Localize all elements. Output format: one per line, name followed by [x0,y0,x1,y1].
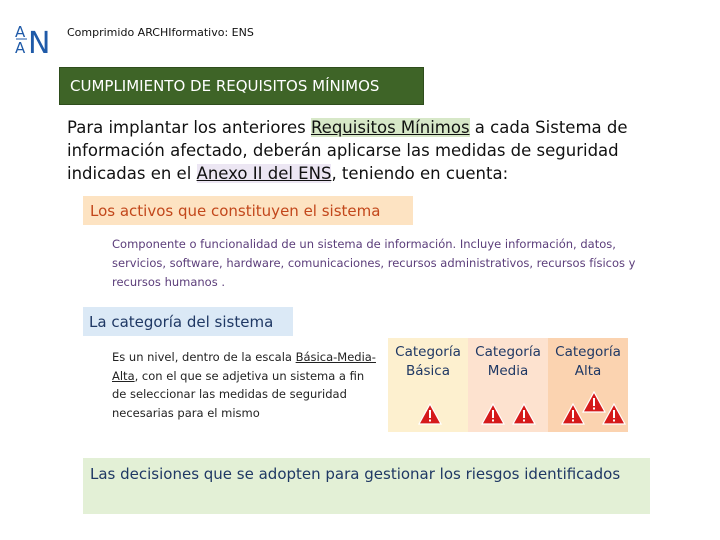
decisiones-box: Las decisiones que se adopten para gestionar los riesgos identificados [83,458,650,514]
categoria-desc-1: Es un nivel, dentro de la escala [112,350,296,364]
intro-text-2: a cada Sistema de información afectado, deberán aplicarse las medidas de seguridad indicadas en el [67,118,628,183]
categoria-media-line2: Media [487,363,529,379]
warning-triangle-icon [512,403,536,425]
requisitos-minimos-link[interactable]: Requisitos Mínimos [310,118,470,137]
categoria-alta-line1: Categoría [555,344,621,360]
svg-text:A: A [15,23,26,41]
escala-link[interactable]: Básica-Media-Alta [112,350,376,383]
intro-text-1: Para implantar los anteriores [67,118,311,137]
categoria-description [112,348,377,422]
anexo-ii-link[interactable]: Anexo II del ENS [196,164,332,183]
intro-text-3: , teniendo en cuenta: [331,164,509,183]
warning-triangle-icon [418,403,442,425]
categoria-media-line1: Categoría [475,344,541,360]
categoria-heading: La categoría del sistema [83,307,293,336]
categoria-alta-line2: Alta [574,363,602,379]
activos-heading: Los activos que constituyen el sistema [83,196,413,225]
categoria-desc-2: , con el que se adjetiva un sistema a fin de seleccionar las medidas de seguridad necesarias para el mismo [112,368,365,420]
categoria-media [468,338,548,432]
svg-text:N: N [28,26,51,58]
warning-triangle-icon [481,403,505,425]
warning-triangle-icon [561,403,585,425]
logo-icon [14,20,54,58]
warning-triangle-icon [602,403,626,425]
header-subtitle: Comprimido ARCHIformativo: ENS [67,26,254,39]
categoria-basica-line1: Categoría [395,344,461,360]
categoria-basica-line2: Básica [405,363,450,379]
intro-paragraph [67,116,667,185]
activos-description: Componente o funcionalidad de un sistema de información. Incluye información, datos, servicios, software, hardware, comunicaciones, recursos administrativos, recursos físicos y recursos humanos . [112,237,636,289]
svg-text:A: A [15,39,26,57]
page-title: CUMPLIMIENTO DE REQUISITOS MÍNIMOS [59,67,424,105]
